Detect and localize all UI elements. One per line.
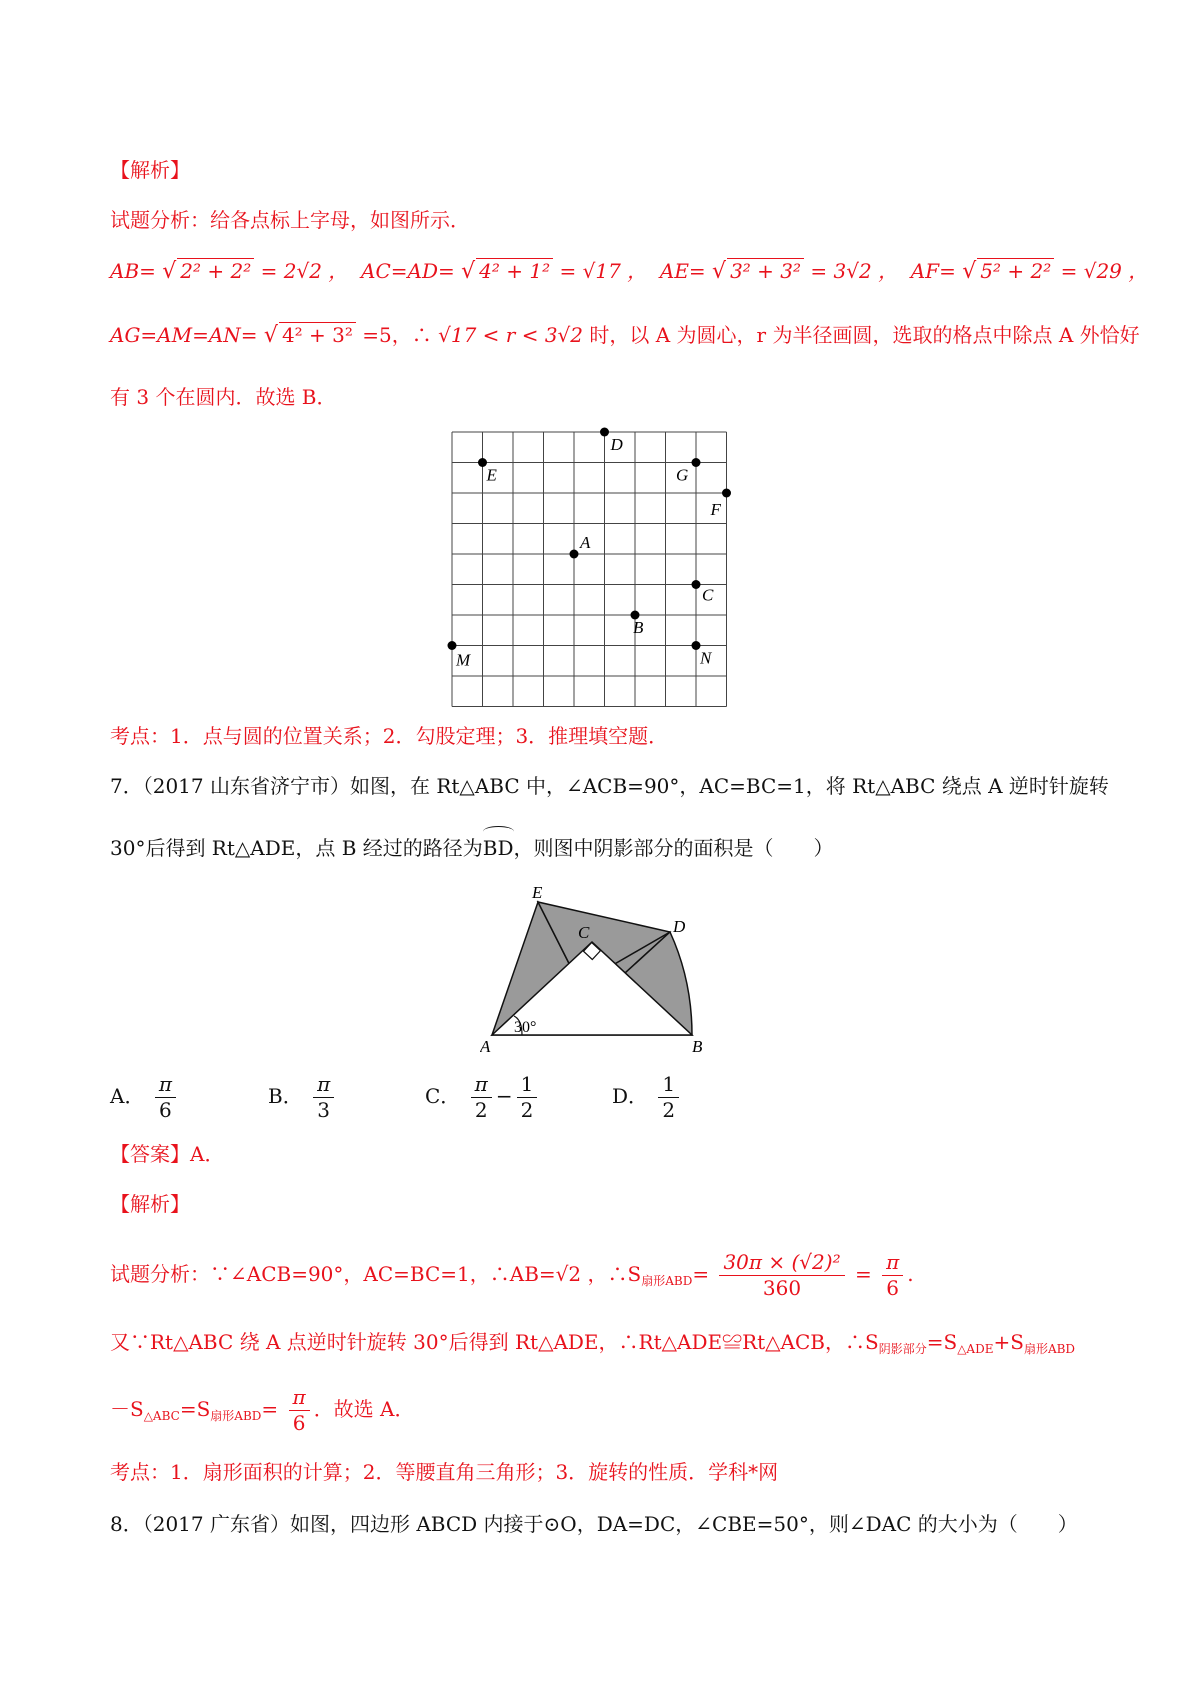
ac-label: AC=AD= — [361, 259, 455, 283]
ab-radicand: 2² + 2² — [177, 258, 254, 283]
q7-analysis-2: 又∵Rt△ABC 绕 A 点逆时针旋转 30°后得到 Rt△ADE，∴Rt△ADE≌Rt△ACB，$\therefore S_{阴影部分}=S_{\triangle ADE}+S_{扇形ABD}$ — [110, 1330, 1076, 1356]
q7-analysis-3: $-S_{\triangle ABC}=S_{扇形ABD}=$ $\frac{\pi}{6}$ ．故选 A． — [110, 1385, 415, 1435]
label-C: C — [578, 923, 590, 942]
kaodian-1: 考点：1．点与圆的位置关系；2．勾股定理；3．推理填空题． — [110, 724, 669, 748]
choice-b[interactable]: B． $\frac{\pi}{3}$ — [268, 1072, 338, 1123]
grid-point-D — [600, 428, 609, 437]
analysis-heading-2: 【解析】 — [110, 1192, 190, 1216]
ag-result: =5，∴ — [362, 323, 432, 347]
q7-line-2-a: 30°后得到 Rt△ADE，点 B 经过的路径为 — [110, 836, 483, 860]
ae-radicand: 3² + 3² — [727, 258, 804, 283]
af-result: = √29 ， — [1060, 259, 1149, 283]
rotation-figure — [480, 880, 720, 1060]
ac-result: = √17 ， — [559, 259, 648, 283]
grid-point-G — [692, 458, 701, 467]
analysis-line-1: 试题分析：给各点标上字母，如图所示． — [110, 208, 470, 232]
grid-label-C: C — [702, 585, 714, 605]
ae-result: = 3√2 ， — [810, 259, 899, 283]
grid-label-N: N — [700, 648, 712, 668]
label-E: E — [532, 883, 543, 902]
grid-label-B: B — [633, 618, 644, 637]
q7-analysis-1: 试题分析：∵∠ACB=90°，AC=BC=1，∴AB=√2 ，$\therefore S_{扇形ABD}=$ $\frac{\text{30π × (√2)²}}{360}$ = $\frac{\pi}{6}$ . — [110, 1250, 914, 1300]
label-B: B — [692, 1037, 703, 1056]
choice-c[interactable]: C． $\frac{\pi}{2}$ − $\frac{1}{2}$ — [425, 1072, 541, 1123]
af-radicand: 5² + 2² — [977, 258, 1054, 283]
inequality: √17 < r < 3√2 — [438, 323, 584, 347]
grid-label-E: E — [486, 465, 497, 485]
q7-line-1: 7．（2017 山东省济宁市）如图，在 Rt△ABC 中，∠ACB=90°，AC=BC=1，将 Rt△ABC 绕点 A 逆时针旋转 — [110, 774, 1109, 798]
ae-label: AE= — [659, 259, 706, 283]
grid-label-M: M — [456, 650, 471, 670]
grid-label-F: F — [710, 500, 721, 519]
grid-label-A: A — [580, 533, 591, 552]
choice-a[interactable]: A． $\frac{\pi}{6}$ — [110, 1072, 180, 1123]
ab-result: = 2√2 ， — [260, 259, 349, 283]
ag-label: AG=AM=AN= — [110, 323, 258, 347]
grid-label-D: D — [610, 435, 623, 454]
label-A: A — [480, 1037, 491, 1056]
kaodian-2: 考点：1．扇形面积的计算；2．等腰直角三角形；3．旋转的性质．学科*网 — [110, 1460, 779, 1484]
arc-bd: BD — [483, 832, 514, 860]
ag-radicand: 4² + 3² — [279, 322, 356, 347]
grid-label-G: G — [676, 465, 689, 485]
grid-point-M — [448, 641, 457, 650]
calc-line-2-rest: 时，以 A 为圆心，r 为半径画圆，选取的格点中除点 A 外恰好 — [589, 323, 1140, 347]
q7-line-2 — [110, 832, 1120, 860]
ac-radicand: 4² + 1² — [476, 258, 553, 283]
grid-point-C — [692, 580, 701, 589]
q7-line-2-b: ，则图中阴影部分的面积是（ ） — [513, 836, 834, 860]
calc-line-1: AB= √ 2² + 2² = 2√2 ， AC=AD= √ 4² + 1² = √17 ， AE= √ 3² + 3² = 3√2 ， AF= √ 5² + 2² = √29 ， — [110, 259, 1149, 284]
calc-line-2: AG=AM=AN= √ 4² + 3² =5，∴ √17 < r < 3√2 时，以 A 为圆心，r 为半径画圆，选取的格点中除点 A 外恰好 — [110, 323, 1140, 348]
label-D: D — [673, 917, 686, 936]
grid-figure — [440, 420, 740, 710]
af-label: AF= — [910, 259, 956, 283]
grid-point-F — [722, 489, 731, 498]
analysis-heading-1: 【解析】 — [110, 158, 190, 182]
calc-line-3: 有 3 个在圆内．故选 B． — [110, 385, 337, 409]
label-angle: 30° — [514, 1019, 537, 1036]
answer: 【答案】A． — [110, 1142, 225, 1166]
q8-line: 8．（2017 广东省）如图，四边形 ABCD 内接于⊙O，DA=DC，∠CBE=50°，则∠DAC 的大小为（ ） — [110, 1512, 1078, 1536]
grid-point-A — [570, 550, 579, 559]
choice-d[interactable]: D． $\frac{1}{2}$ — [612, 1072, 683, 1123]
ab-label: AB= — [110, 259, 156, 283]
